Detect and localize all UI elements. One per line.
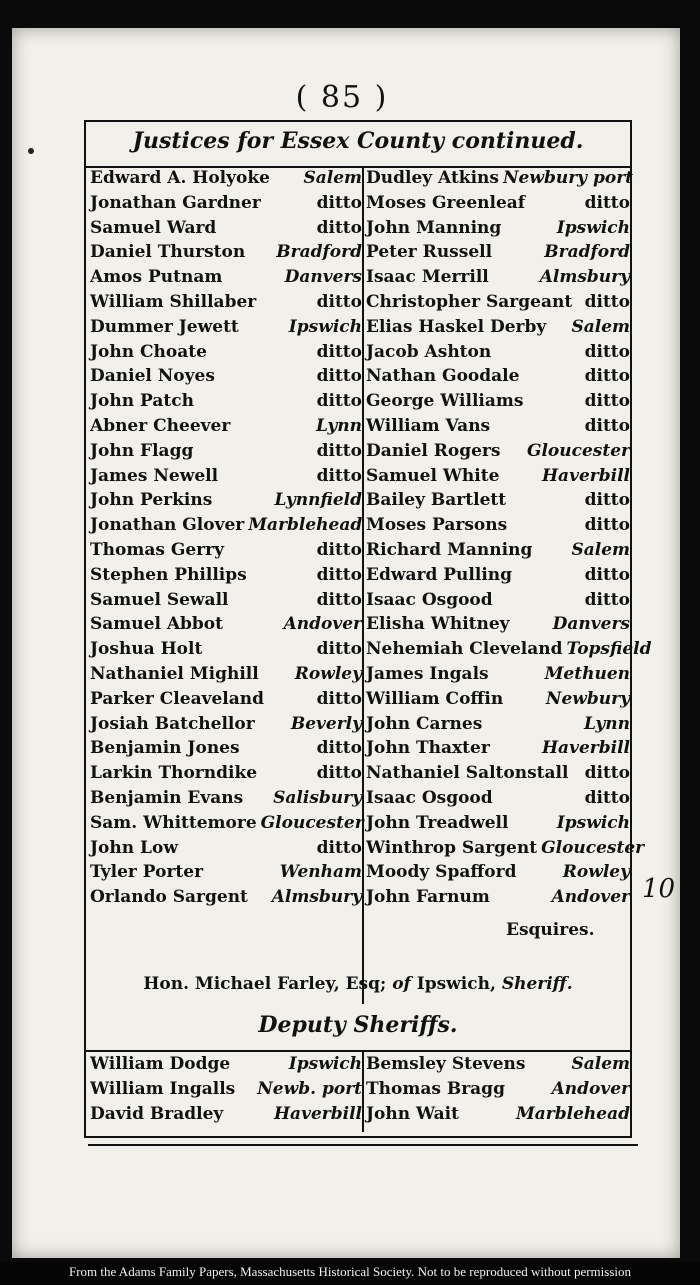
list-item bbox=[90, 342, 362, 367]
deputy-sheriffs-heading: Deputy Sheriffs. bbox=[258, 1012, 458, 1038]
justices-right-column bbox=[366, 168, 652, 912]
person-name: James Newell bbox=[90, 465, 219, 486]
list-item bbox=[366, 614, 630, 639]
town-name: ditto bbox=[584, 366, 630, 387]
person-name: Orlando Sargent bbox=[90, 887, 248, 908]
person-name: John Wait bbox=[366, 1103, 459, 1124]
list-item bbox=[90, 763, 362, 788]
person-name: Nathaniel Saltonstall bbox=[366, 763, 569, 784]
person-name: Christopher Sargeant bbox=[366, 291, 573, 312]
list-item bbox=[90, 441, 362, 466]
person-name: Larkin Thorndike bbox=[90, 763, 258, 784]
town-name: ditto bbox=[316, 738, 362, 759]
list-item bbox=[366, 1079, 630, 1104]
person-name: Benjamin Evans bbox=[90, 787, 244, 808]
list-item bbox=[90, 1079, 362, 1104]
person-name: Moses Parsons bbox=[366, 515, 508, 536]
list-item bbox=[90, 887, 362, 912]
person-name: Jonathan Gardner bbox=[90, 192, 261, 213]
town-name: ditto bbox=[584, 515, 630, 536]
list-item bbox=[366, 441, 630, 466]
town-name: ditto bbox=[584, 490, 630, 511]
list-item bbox=[90, 218, 362, 243]
bottom-rule bbox=[88, 1144, 638, 1146]
person-name: Peter Russell bbox=[366, 242, 493, 263]
person-name: Samuel White bbox=[366, 465, 500, 486]
person-name: William Ingalls bbox=[90, 1078, 236, 1099]
person-name: Samuel Ward bbox=[90, 217, 217, 238]
list-item bbox=[90, 168, 362, 193]
list-item bbox=[366, 342, 630, 367]
person-name: John Low bbox=[90, 837, 178, 858]
person-name: John Carnes bbox=[366, 713, 483, 734]
town-name: Salem bbox=[571, 539, 630, 560]
person-name: Edward A. Holyoke bbox=[90, 168, 270, 188]
town-name: ditto bbox=[316, 192, 362, 213]
town-name: Gloucester bbox=[541, 837, 645, 858]
town-name: Lynn bbox=[316, 415, 362, 436]
town-name: Danvers bbox=[284, 267, 362, 288]
town-name: ditto bbox=[584, 192, 630, 213]
town-name: Ipswich bbox=[556, 217, 630, 238]
list-item bbox=[366, 193, 630, 218]
list-item bbox=[366, 639, 652, 664]
town-name: ditto bbox=[316, 465, 362, 486]
list-item bbox=[366, 366, 630, 391]
list-item bbox=[366, 168, 634, 193]
town-name: Andover bbox=[551, 887, 630, 908]
person-name: John Thaxter bbox=[366, 738, 490, 759]
person-name: Bemsley Stevens bbox=[366, 1054, 526, 1074]
person-name: Dummer Jewett bbox=[90, 316, 239, 337]
town-name: ditto bbox=[316, 539, 362, 560]
list-item bbox=[90, 1054, 362, 1079]
list-item bbox=[366, 515, 630, 540]
town-name: Haverbill bbox=[542, 465, 630, 486]
town-name: Rowley bbox=[294, 663, 362, 684]
town-name: Marblehead bbox=[515, 1103, 630, 1124]
list-item bbox=[366, 862, 630, 887]
town-name: Newbury port bbox=[502, 168, 634, 188]
town-name: ditto bbox=[316, 688, 362, 709]
town-name: ditto bbox=[316, 837, 362, 858]
town-name: Lynnfield bbox=[274, 490, 362, 511]
town-name: Danvers bbox=[552, 614, 630, 635]
town-name: ditto bbox=[584, 415, 630, 436]
person-name: Nehemiah Cleveland bbox=[366, 639, 563, 660]
list-item bbox=[90, 714, 362, 739]
list-item bbox=[366, 887, 630, 912]
list-item bbox=[366, 689, 630, 714]
list-item bbox=[90, 838, 362, 863]
town-name: Salisbury bbox=[273, 787, 362, 808]
person-name: Edward Pulling bbox=[366, 564, 513, 585]
town-name: Salem bbox=[571, 1054, 630, 1074]
person-name: Nathan Goodale bbox=[366, 366, 520, 387]
person-name: Benjamin Jones bbox=[90, 738, 240, 759]
list-item bbox=[90, 813, 362, 838]
town-name: Haverbill bbox=[542, 738, 630, 759]
list-item bbox=[366, 837, 645, 863]
town-name: ditto bbox=[584, 589, 630, 610]
town-name: Ipswich bbox=[288, 316, 362, 337]
town-name: ditto bbox=[316, 763, 362, 784]
person-name: Isaac Osgood bbox=[366, 589, 493, 610]
town-name: ditto bbox=[316, 589, 362, 610]
list-item bbox=[366, 763, 630, 788]
esquires-label: Esquires. bbox=[506, 920, 595, 940]
town-name: ditto bbox=[584, 787, 630, 808]
list-item bbox=[366, 788, 630, 813]
list-item bbox=[90, 515, 362, 540]
person-name: Dudley Atkins bbox=[366, 168, 499, 188]
person-name: Samuel Abbot bbox=[90, 614, 223, 635]
person-name: Elisha Whitney bbox=[366, 614, 510, 635]
deputies-left-column bbox=[90, 1054, 362, 1128]
list-item bbox=[366, 738, 630, 763]
town-name: ditto bbox=[584, 391, 630, 412]
person-name: Isaac Osgood bbox=[366, 787, 493, 808]
sheriff-town: Ipswich, bbox=[410, 974, 502, 994]
town-name: ditto bbox=[316, 217, 362, 238]
person-name: William Dodge bbox=[90, 1054, 231, 1074]
town-name: ditto bbox=[316, 440, 362, 461]
town-name: Almsbury bbox=[271, 887, 362, 908]
list-item bbox=[90, 639, 362, 664]
person-name: Elias Haskel Derby bbox=[366, 316, 547, 337]
list-item bbox=[90, 664, 362, 689]
list-item bbox=[90, 565, 362, 590]
sheriff-line bbox=[86, 974, 630, 994]
person-name: John Patch bbox=[90, 391, 194, 412]
person-name: Bailey Bartlett bbox=[366, 490, 507, 511]
town-name: Andover bbox=[551, 1078, 630, 1099]
town-name: Salem bbox=[303, 168, 362, 188]
page-heading: Justices for Essex County continued. bbox=[132, 128, 584, 154]
person-name: Moody Spafford bbox=[366, 862, 517, 883]
town-name: Marblehead bbox=[248, 515, 363, 536]
town-name: Ipswich bbox=[288, 1054, 362, 1074]
list-item bbox=[90, 788, 362, 813]
list-item bbox=[90, 862, 362, 887]
person-name: David Bradley bbox=[90, 1103, 224, 1124]
town-name: Newb. port bbox=[257, 1078, 362, 1099]
list-item bbox=[366, 1054, 630, 1079]
list-item bbox=[366, 242, 630, 267]
person-name: Daniel Rogers bbox=[366, 440, 501, 461]
list-item bbox=[90, 391, 362, 416]
list-item bbox=[366, 490, 630, 515]
person-name: John Flagg bbox=[90, 440, 194, 461]
list-item bbox=[366, 590, 630, 615]
town-name: Gloucester bbox=[526, 440, 630, 461]
person-name: John Farnum bbox=[366, 887, 490, 908]
person-name: Sam. Whittemore bbox=[90, 812, 257, 833]
footer-credit: From the Adams Family Papers, Massachusetts Historical Society. Not to be reproduced without permission bbox=[0, 1262, 700, 1285]
list-item bbox=[366, 664, 630, 689]
person-name: Daniel Noyes bbox=[90, 366, 215, 387]
town-name: ditto bbox=[584, 763, 630, 784]
list-item bbox=[90, 1104, 362, 1129]
person-name: Samuel Sewall bbox=[90, 589, 229, 610]
person-name: Jacob Ashton bbox=[366, 341, 492, 362]
person-name: Joshua Holt bbox=[90, 639, 203, 660]
town-name: Bradford bbox=[276, 242, 362, 263]
person-name: Parker Cleaveland bbox=[90, 688, 265, 709]
person-name: Stephen Phillips bbox=[90, 564, 247, 585]
ink-mark bbox=[28, 148, 34, 154]
town-name: Rowley bbox=[562, 862, 630, 883]
sheriff-prefix: Hon. Michael Farley, Esq; bbox=[143, 974, 393, 994]
sheriff-title: Sheriff. bbox=[501, 974, 573, 994]
town-name: ditto bbox=[316, 366, 362, 387]
town-name: Bradford bbox=[544, 242, 630, 263]
town-name: Lynn bbox=[584, 713, 630, 734]
person-name: Richard Manning bbox=[366, 539, 533, 560]
list-item bbox=[90, 689, 362, 714]
town-name: Salem bbox=[571, 316, 630, 337]
list-item bbox=[366, 218, 630, 243]
list-item bbox=[90, 193, 362, 218]
town-name: ditto bbox=[584, 564, 630, 585]
list-item bbox=[90, 614, 362, 639]
list-item bbox=[366, 317, 630, 342]
person-name: William Coffin bbox=[366, 688, 504, 709]
town-name: ditto bbox=[316, 341, 362, 362]
town-name: ditto bbox=[316, 564, 362, 585]
person-name: John Treadwell bbox=[366, 812, 509, 833]
person-name: Amos Putnam bbox=[90, 267, 223, 288]
deputies-top-rule bbox=[86, 1050, 630, 1052]
deputies-divider bbox=[362, 1050, 364, 1132]
person-name: Thomas Gerry bbox=[90, 539, 224, 560]
person-name: John Choate bbox=[90, 341, 207, 362]
list-item bbox=[90, 416, 362, 441]
person-name: Jonathan Glover bbox=[90, 515, 245, 536]
list-item bbox=[90, 267, 362, 292]
list-item bbox=[366, 391, 630, 416]
deputies-right-column bbox=[366, 1054, 630, 1128]
town-name: Almsbury bbox=[539, 267, 630, 288]
person-name: John Manning bbox=[366, 217, 502, 238]
list-item bbox=[90, 242, 362, 267]
town-name: Wenham bbox=[279, 862, 362, 883]
list-item bbox=[366, 1104, 630, 1129]
town-name: ditto bbox=[584, 291, 630, 312]
list-item bbox=[90, 490, 362, 515]
justices-left-column bbox=[90, 168, 362, 912]
person-name: George Williams bbox=[366, 391, 524, 412]
person-name: John Perkins bbox=[90, 490, 213, 511]
town-name: Andover bbox=[283, 614, 362, 635]
list-item bbox=[366, 540, 630, 565]
person-name: Moses Greenleaf bbox=[366, 192, 526, 213]
town-name: ditto bbox=[316, 391, 362, 412]
list-item bbox=[366, 267, 630, 292]
town-name: Gloucester bbox=[260, 812, 364, 833]
page-number: ( 85 ) bbox=[295, 80, 389, 115]
town-name: Ipswich bbox=[556, 812, 630, 833]
list-item bbox=[366, 466, 630, 491]
justices-frame bbox=[84, 120, 652, 1138]
person-name: Thomas Bragg bbox=[366, 1078, 505, 1099]
town-name: Newbury bbox=[545, 688, 630, 709]
person-name: Nathaniel Mighill bbox=[90, 663, 259, 684]
town-name: Methuen bbox=[544, 663, 630, 684]
person-name: William Shillaber bbox=[90, 291, 257, 312]
list-item bbox=[90, 466, 362, 491]
list-item bbox=[90, 292, 362, 317]
document-page bbox=[12, 28, 680, 1258]
person-name: Tyler Porter bbox=[90, 862, 204, 883]
person-name: William Vans bbox=[366, 415, 491, 436]
town-name: Beverly bbox=[290, 713, 362, 734]
town-name: ditto bbox=[584, 341, 630, 362]
list-item bbox=[366, 416, 630, 441]
margin-note: 10 bbox=[642, 874, 676, 904]
person-name: Daniel Thurston bbox=[90, 242, 246, 263]
person-name: Josiah Batchellor bbox=[90, 713, 255, 734]
list-item bbox=[90, 317, 362, 342]
list-item bbox=[90, 590, 362, 615]
person-name: Isaac Merrill bbox=[366, 267, 489, 288]
list-item bbox=[90, 366, 362, 391]
person-name: James Ingals bbox=[366, 663, 489, 684]
town-name: Haverbill bbox=[274, 1103, 362, 1124]
town-name: Topsfield bbox=[566, 639, 652, 660]
person-name: Winthrop Sargent bbox=[366, 837, 538, 858]
column-divider bbox=[362, 166, 364, 1004]
person-name: Abner Cheever bbox=[90, 415, 231, 436]
list-item bbox=[366, 292, 630, 317]
sheriff-of: of bbox=[392, 974, 411, 994]
list-item bbox=[90, 738, 362, 763]
list-item bbox=[90, 540, 362, 565]
list-item bbox=[366, 813, 630, 838]
town-name: ditto bbox=[316, 291, 362, 312]
town-name: ditto bbox=[316, 639, 362, 660]
list-item bbox=[366, 714, 630, 739]
list-item bbox=[366, 565, 630, 590]
